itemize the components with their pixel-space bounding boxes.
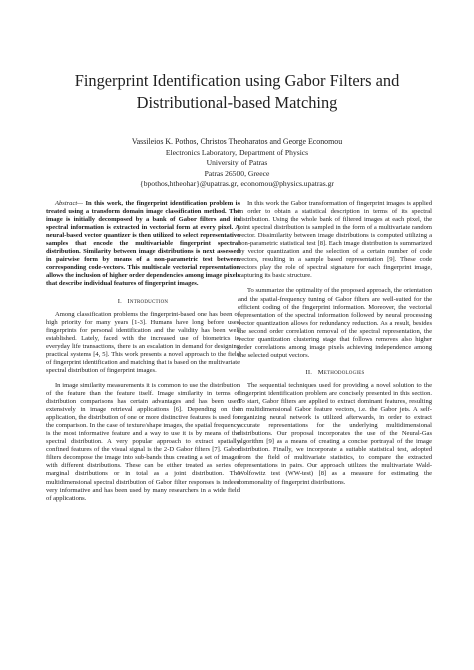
author-names: Vassileios K. Pothos, Christos Theoharatos and George Economou (131, 137, 343, 146)
author-city: Patras 26500, Greece (204, 168, 270, 178)
author-block (60, 137, 414, 190)
intro-paragraph: To summarize the optimality of the proposed approach, the orientation and the spatial-frequency tuning of Gabor filters are well-suited for the efficient coding of the fingerprint information. Moreover, the vectorial representation of the spectral information followed by neural processing vector quantization allows for redundancy reduction. As a result, besides the second order correlation removal of the spectral representation, the vector quantization clustering stage that follows removes also higher order correlations among image pixels achieving independence among the selected output vectors. (238, 287, 432, 359)
left-column (46, 200, 240, 503)
section-title: Introduction (127, 297, 169, 305)
abstract-body: In this work, the fingerprint identification problem is treated using a transform domain image classification method. The image is initially decomposed by a bank of Gabor filters and its spectral information is extracted in vectorial form at every pixel. A neural-based vector quantizer is then utilized to select representative samples that encode the multivariable fingerprint spectral distribution. Similarity between image distributions is next assessed in pairwise form by means of a non-parametric test between corresponding code-vectors. This multiscale vectorial representation allows the inclusion of higher order dependencies among image pixels that describe individual features of fingerprint images. (46, 200, 240, 288)
section-number: I. (117, 297, 122, 305)
intro-paragraph: Among classification problems the fingerprint-based one has been of high priority for many years [1-3]. Humans have long before used fingerprints for personal identification and the validity has been well established. Lately, faced with the increased use of biometrics in everyday life transactions, there is an escalation in demand for designing practical systems [4, 5]. This work presents a novel approach to the field of fingerprint identification and matching that is based on the multivariate spectral distribution of fingerprint images. (46, 310, 240, 374)
abstract (46, 200, 240, 289)
abstract-lead: Abstract— (55, 200, 84, 207)
section-title: Methodologies (317, 368, 365, 376)
right-column (238, 200, 432, 487)
section-heading-introduction (46, 298, 240, 306)
intro-paragraph: In image similarity measurements it is common to use the distribution of the feature than the feature itself. Image similarity in terms of distribution comparisons has certain advantages and has been used extensively in image retrieval applications [6]. Depending on the application, the distribution of one or more distinctive features is used for the comparison. In the case of texture/shape images, the spatial frequency is the most informative feature and a way to use it is by means of the spectral distribution. A very popular approach to extract spatially confined features of the visual signal is the 2-D Gabor filters [7]. Gabor filters decompose the image into sub-bands thus creating a set of images with different distributions. These can be either treated as series of marginal distributions or in total as a joint distribution. The multidimensional spectral distribution of Gabor filter responses is indeed very informative and has been used by many researchers in a wide field of applications. (46, 381, 240, 502)
author-emails: {bpothos,htheohar}@upatras.gr, economou@physics.upatras.gr (140, 179, 334, 188)
section-heading-methodologies (238, 369, 432, 377)
author-lab: Electronics Laboratory, Department of Physics (165, 147, 309, 157)
methods-paragraph: The sequential techniques used for providing a novel solution to the fingerprint identification problem are concisely presented in this section. To start, Gabor filters are applied to extract dominant features, resulting in multidimensional Gabor feature vectors, i.e. the Gabor jets. A self-organizing neural network is utilized afterwards, in order to extract accurate representations for the underlying multidimensional distributions. Our proposal incorporates the use of the Neural-Gas algorithm [9] as a means of creating a concise portrayal of the image distribution. Finally, we incorporate a suitable statistical test, adopted from the field of multivariate statistics, to compare the extracted representations in pairs. Our approach utilizes the multivariate Wald-Wolfowitz test (WW-test) [8] as a measure for estimating the commonality of fingerprint distributions. (238, 381, 432, 486)
author-university: University of Patras (206, 158, 268, 167)
paper-title: Fingerprint Identification using Gabor Filters and Distributional-based Matching (74, 71, 400, 112)
intro-paragraph: In this work the Gabor transformation of fingerprint images is applied in order to obtain a statistical description in terms of its spectral distribution. Using the whole bank of filtered images at each pixel, the joint spectral distribution is sampled in the form of a multivariate random vector. Dissimilarity between image distributions is computed utilizing a non-parametric statistical test [8]. Each image distribution is summarized by vector quantization and the selection of a certain number of code vectors, resulting in a sample based representation [9]. These code vectors play the role of spectral signature for each fingerprint image, capturing its basic structure. (238, 200, 432, 280)
section-number: II. (305, 368, 313, 376)
